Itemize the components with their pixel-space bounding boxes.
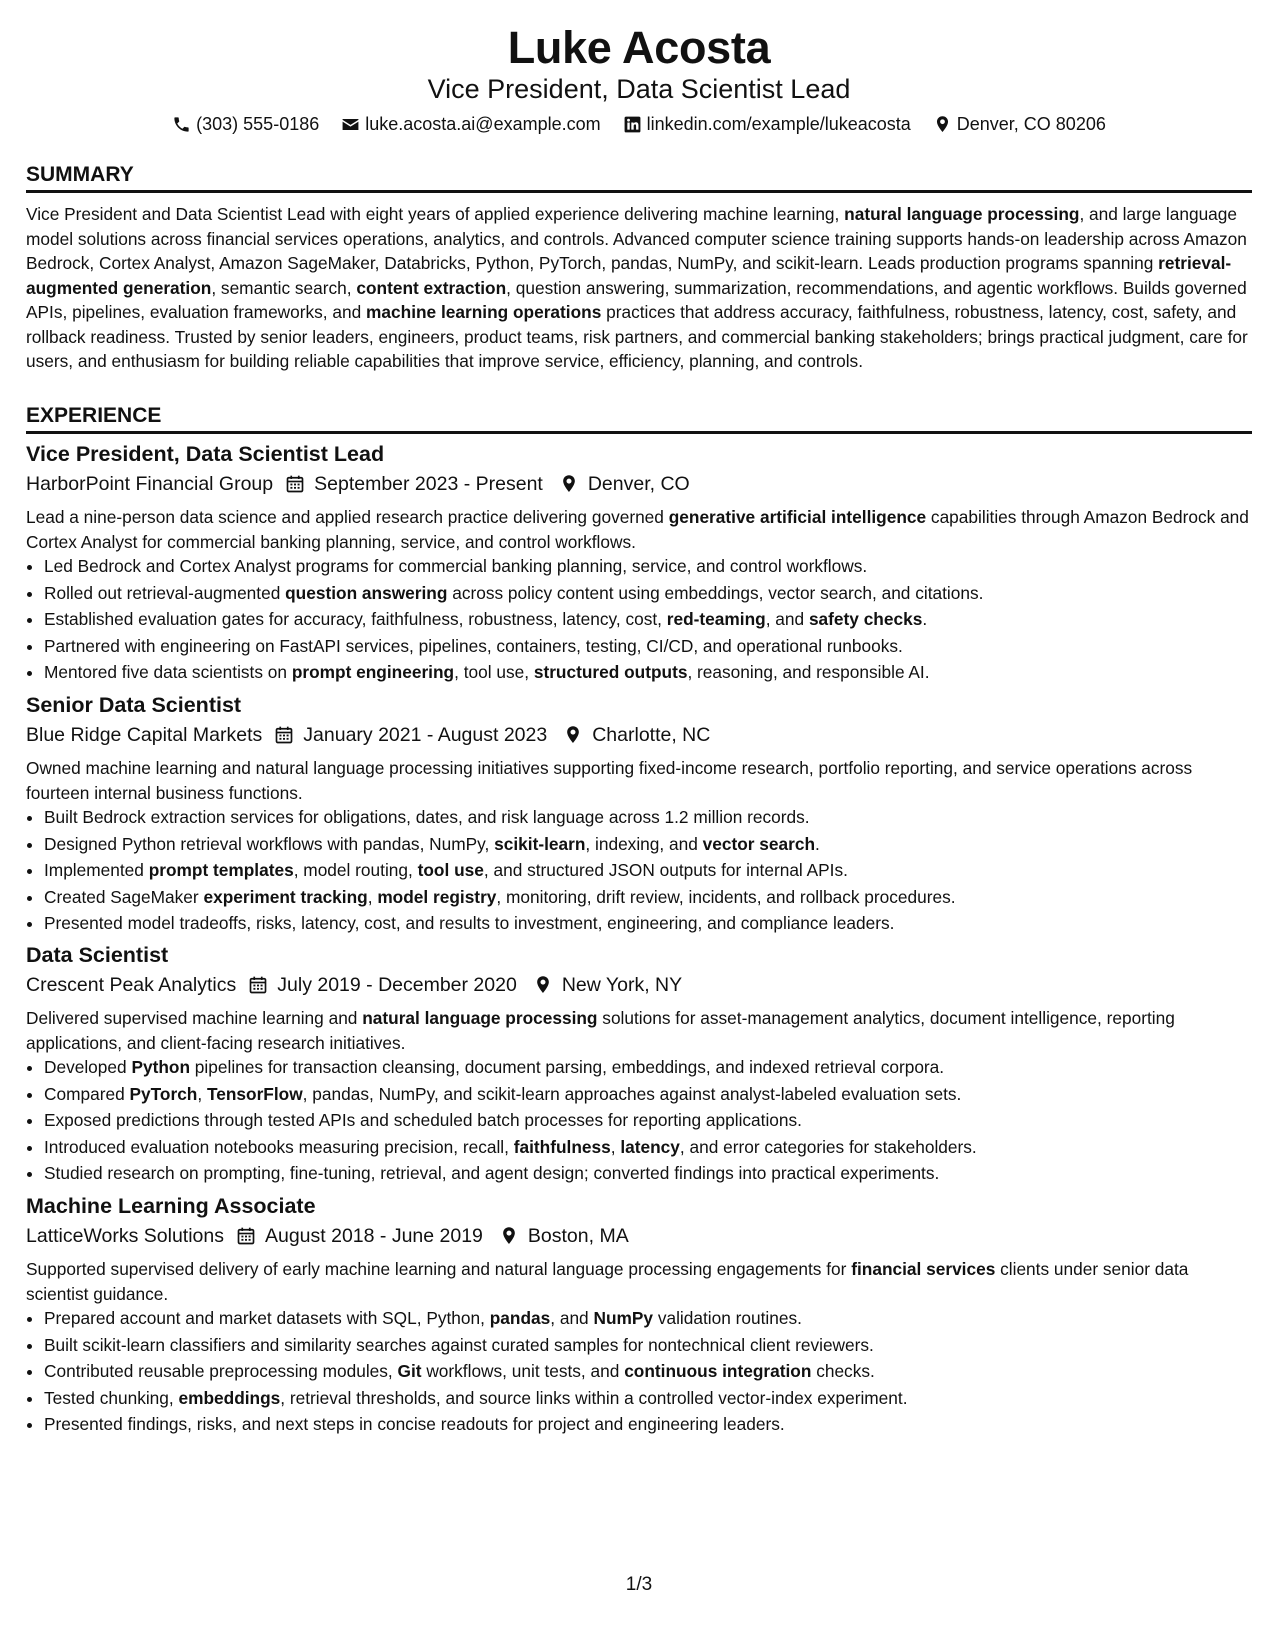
job-title: Machine Learning Associate [26, 1194, 316, 1218]
list-item [44, 553, 1270, 580]
phone-icon [172, 115, 191, 134]
text-run: Vice President and Data Scientist Lead with eight years of applied experience delivering machine learning, [26, 204, 845, 224]
contact-phone-text: (303) 555-0186 [196, 114, 320, 134]
bold-keyword: prompt templates [148, 860, 294, 880]
linkedin-icon [623, 115, 642, 134]
text-run: solutions for asset-management analytics, document intelligence, reporting applications, and client-facing research initiatives. [26, 1008, 1175, 1053]
text-run: Created SageMaker [44, 886, 204, 907]
company-name: LatticeWorks Solutions [26, 1225, 224, 1247]
list-item [44, 1358, 1270, 1385]
bold-keyword: embeddings [178, 1387, 281, 1408]
text-run: Contributed reusable preprocessing modules, [44, 1361, 398, 1381]
summary-text [26, 202, 1252, 374]
bold-keyword: content extraction [356, 277, 507, 298]
bold-keyword: TensorFlow [206, 1083, 303, 1104]
text-run: , and [765, 609, 809, 629]
text-run: Compared [44, 1083, 130, 1104]
text-run: Mentored five data scientists on [44, 662, 292, 682]
text-run: , and error categories for stakeholders. [679, 1136, 977, 1157]
job-location: New York, NY [561, 974, 683, 996]
text-run: clients under senior data scientist guidance. [26, 1259, 1189, 1304]
bold-keyword: retrieval-augmented generation [26, 253, 1232, 298]
job-summary [26, 756, 1252, 805]
list-item [44, 1054, 1270, 1081]
text-run: , [367, 886, 378, 907]
job-location: Denver, CO [587, 473, 690, 495]
job-meta [26, 972, 682, 998]
text-run: Partnered with engineering on FastAPI services, pipelines, containers, testing, CI/CD, and operational runbooks. [44, 635, 903, 656]
map-pin-icon [563, 725, 583, 745]
job-bullets [26, 553, 1270, 686]
list-item [44, 1305, 1270, 1332]
list-item [44, 1385, 1270, 1412]
list-item [44, 1332, 1270, 1359]
list-item [44, 910, 1270, 937]
job-bullets [26, 1054, 1270, 1187]
bold-keyword: machine learning operations [366, 302, 602, 322]
bold-keyword: pandas [489, 1308, 551, 1328]
job-dates: September 2023 - Present [314, 473, 543, 495]
list-item [44, 857, 1270, 884]
text-run: . [922, 609, 928, 629]
list-item [44, 580, 1270, 607]
company-name: HarborPoint Financial Group [26, 473, 274, 495]
job-title: Vice President, Data Scientist Lead [26, 442, 385, 466]
text-run: Exposed predictions through tested APIs and scheduled batch processes for reporting applications. [44, 1110, 802, 1130]
text-run: Presented model tradeoffs, risks, latency, cost, and results to investment, engineering, and compliance leaders. [44, 913, 895, 933]
bold-keyword: natural language processing [362, 1008, 598, 1028]
calendar-icon [274, 725, 294, 745]
text-run: , semantic search, [211, 277, 357, 298]
contact-linkedin-text[interactable]: linkedin.com/example/lukeacosta [646, 114, 911, 134]
bold-keyword: continuous integration [624, 1361, 812, 1381]
section-title-experience: EXPERIENCE [26, 403, 1252, 434]
text-run: Introduced evaluation notebooks measuring precision, recall, [44, 1136, 514, 1157]
bold-keyword: scikit-learn [494, 833, 586, 854]
job-meta [26, 1223, 629, 1249]
bold-keyword: model registry [377, 886, 497, 907]
bold-keyword: latency [620, 1136, 680, 1157]
list-item [44, 1081, 1270, 1108]
calendar-icon [248, 975, 268, 995]
contact-bar [26, 111, 1252, 137]
text-run: Designed Python retrieval workflows with pandas, NumPy, [44, 833, 495, 854]
list-item [44, 633, 1270, 660]
bold-keyword: natural language processing [844, 204, 1080, 224]
contact-location [933, 111, 1106, 137]
text-run: Established evaluation gates for accuracy, faithfulness, robustness, latency, cost, [44, 609, 667, 629]
candidate-headline: Vice President, Data Scientist Lead [427, 74, 851, 104]
bold-keyword: Git [397, 1361, 422, 1381]
job-title: Senior Data Scientist [26, 693, 242, 717]
job-bullets [26, 804, 1270, 937]
bold-keyword: financial services [851, 1259, 996, 1279]
job-meta [26, 722, 710, 748]
list-item [44, 659, 1270, 686]
bold-keyword: red-teaming [666, 609, 766, 629]
text-run: , monitoring, drift review, incidents, and rollback procedures. [496, 886, 956, 907]
bold-keyword: question answering [285, 582, 448, 603]
job-dates: January 2021 - August 2023 [303, 724, 548, 746]
contact-phone [172, 111, 319, 137]
text-run: Lead a nine-person data science and applied research practice delivering governed [26, 507, 669, 527]
company-name: Crescent Peak Analytics [26, 974, 237, 996]
text-run: , retrieval thresholds, and source links within a controlled vector-index experiment. [280, 1387, 908, 1408]
text-run: Led Bedrock and Cortex Analyst programs for commercial banking planning, service, and control workflows. [44, 556, 868, 576]
job-summary [26, 1006, 1252, 1055]
job-location: Boston, MA [527, 1225, 629, 1247]
job-summary [26, 505, 1252, 554]
text-run: Prepared account and market datasets with SQL, Python, [44, 1308, 490, 1328]
text-run: , and large language model solutions across financial services operations, analytics, and controls. Advanced computer science training supports hands-on leadership across Amazon Bedrock, Cortex Analyst, Amazon SageMaker, Databricks, Python, PyTorch, pandas, NumPy, and scikit-learn. Leads production programs spanning [26, 204, 1247, 273]
bold-keyword: PyTorch [129, 1083, 198, 1104]
bold-keyword: prompt engineering [291, 662, 455, 682]
list-item [44, 831, 1270, 858]
text-run: validation routines. [653, 1308, 802, 1328]
text-run: workflows, unit tests, and [421, 1361, 625, 1381]
text-run: , model routing, [293, 860, 418, 880]
text-run: across policy content using embeddings, vector search, and citations. [447, 582, 984, 603]
job-location: Charlotte, NC [592, 724, 711, 746]
list-item [44, 1107, 1270, 1134]
calendar-icon [285, 474, 305, 494]
list-item [44, 884, 1270, 911]
bold-keyword: tool use [417, 860, 484, 880]
text-run: Tested chunking, [44, 1387, 179, 1408]
text-run: , reasoning, and responsible AI. [687, 662, 930, 682]
company-name: Blue Ridge Capital Markets [26, 724, 263, 746]
envelope-icon [341, 115, 360, 134]
text-run: , tool use, [454, 662, 534, 682]
candidate-name: Luke Acosta [507, 22, 771, 73]
map-pin-icon [499, 1226, 519, 1246]
text-run: , indexing, and [585, 833, 703, 854]
text-run: , [610, 1136, 621, 1157]
contact-email-text[interactable]: luke.acosta.ai@example.com [365, 114, 601, 134]
section-title-summary: SUMMARY [26, 162, 1252, 193]
bold-keyword: Python [131, 1057, 190, 1077]
contact-email[interactable] [341, 111, 600, 137]
text-run: pipelines for transaction cleansing, document parsing, embeddings, and indexed retrieval corpora. [190, 1057, 945, 1077]
list-item [44, 804, 1270, 831]
list-item [44, 1411, 1270, 1438]
list-item [44, 606, 1270, 633]
text-run: Built scikit-learn classifiers and similarity searches against curated samples for nontechnical client reviewers. [44, 1334, 874, 1355]
bold-keyword: experiment tracking [203, 886, 368, 907]
text-run: Rolled out retrieval-augmented [44, 582, 286, 603]
text-run: Built Bedrock extraction services for obligations, dates, and risk language across 1.2 million records. [44, 807, 810, 827]
map-pin-icon [533, 975, 553, 995]
text-run: , and structured JSON outputs for internal APIs. [483, 860, 848, 880]
text-run: Delivered supervised machine learning and [26, 1008, 363, 1028]
text-run: capabilities through Amazon Bedrock and Cortex Analyst for commercial banking planning, service, and control workflows. [26, 507, 1249, 552]
contact-location-text: Denver, CO 80206 [956, 114, 1106, 134]
job-title: Data Scientist [26, 943, 169, 967]
bold-keyword: generative artificial intelligence [668, 507, 927, 527]
calendar-icon [236, 1226, 256, 1246]
text-run: Owned machine learning and natural language processing initiatives supporting fixed-income research, portfolio reporting, and service operations across fourteen internal business functions. [26, 758, 1193, 803]
map-pin-icon [559, 474, 579, 494]
job-dates: August 2018 - June 2019 [264, 1225, 483, 1247]
list-item [44, 1134, 1270, 1161]
text-run: practices that address accuracy, faithfulness, robustness, latency, cost, safety, and rollback readiness. Trusted by senior leaders, engineers, product teams, risk partners, and commercial banking stakeholders; brings practical judgment, care for users, and enthusiasm for building reliable capabilities that improve service, efficiency, planning, and controls. [26, 302, 1248, 371]
text-run: checks. [811, 1361, 875, 1381]
text-run: . [815, 833, 820, 854]
text-run: , and [550, 1308, 594, 1328]
bold-keyword: structured outputs [533, 662, 688, 682]
list-item [44, 1160, 1270, 1187]
job-meta [26, 471, 690, 497]
bold-keyword: faithfulness [513, 1136, 611, 1157]
bold-keyword: safety checks [808, 609, 923, 629]
job-summary [26, 1257, 1252, 1306]
text-run: Studied research on prompting, fine-tuning, retrieval, and agent design; converted findings into practical experiments. [44, 1163, 940, 1183]
text-run: Implemented [44, 860, 149, 880]
page-number: 1/3 [625, 1574, 653, 1595]
contact-linkedin[interactable] [623, 111, 911, 137]
text-run: , pandas, NumPy, and scikit-learn approaches against analyst-labeled evaluation sets. [302, 1083, 962, 1104]
text-run: , question answering, summarization, recommendations, and agentic workflows. Builds governed APIs, pipelines, evaluation frameworks, and [26, 277, 1247, 322]
job-dates: July 2019 - December 2020 [277, 974, 517, 996]
resume-page [26, 0, 1252, 1650]
job-bullets [26, 1305, 1270, 1438]
text-run: Developed [44, 1057, 132, 1077]
bold-keyword: vector search [702, 833, 816, 854]
text-run: Supported supervised delivery of early machine learning and natural language processing engagements for [26, 1259, 852, 1279]
map-pin-icon [933, 115, 952, 134]
bold-keyword: NumPy [593, 1308, 654, 1328]
text-run: , [197, 1083, 207, 1104]
text-run: Presented findings, risks, and next steps in concise readouts for project and engineering leaders. [44, 1414, 785, 1434]
